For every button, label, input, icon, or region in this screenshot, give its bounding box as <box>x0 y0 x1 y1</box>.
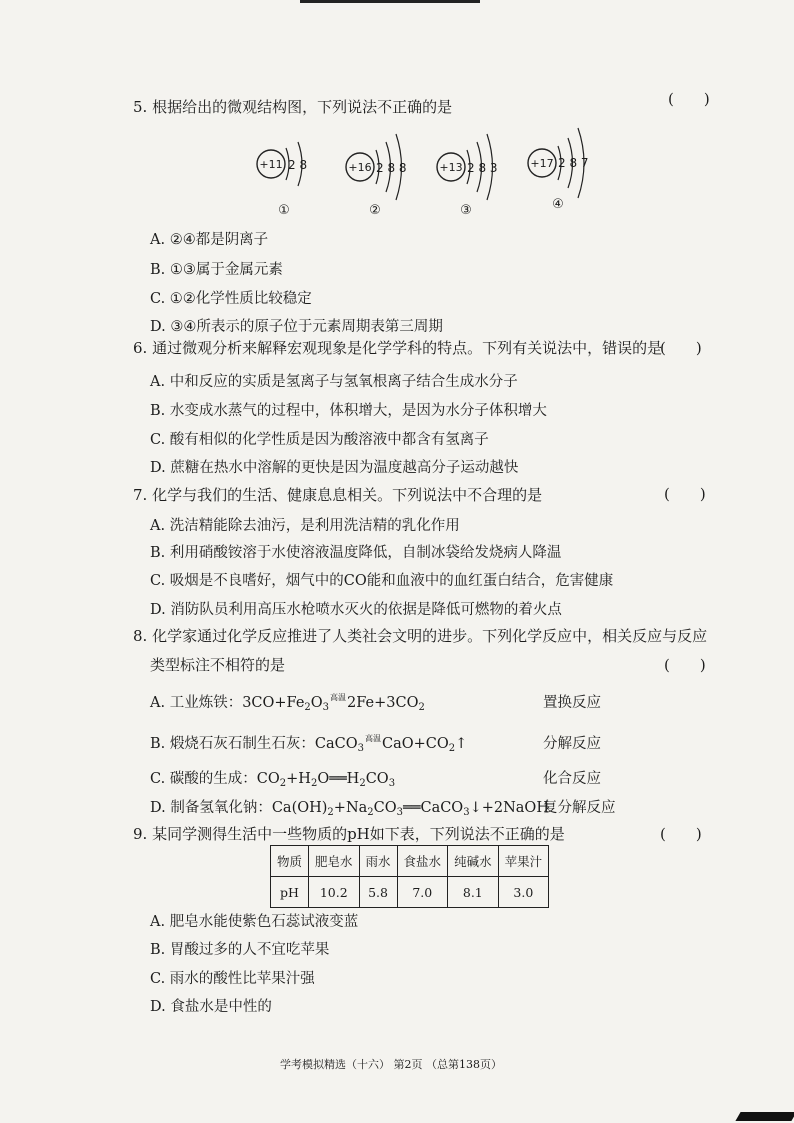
q8-answer-paren: ( ) <box>664 656 706 674</box>
q7-option-a: A. 洗洁精能除去油污，是利用洗洁精的乳化作用 <box>150 518 460 534</box>
q6-option-c: C. 酸有相似的化学性质是因为酸溶液中都含有氢离子 <box>150 432 489 448</box>
atom-diagram-4 <box>528 128 589 212</box>
q8-a-type: 置换反应 <box>543 695 601 711</box>
q8-a-condition: 高温 <box>330 693 347 702</box>
ph-table-cell: 5.8 <box>359 877 397 908</box>
ph-table-cell: 纯碱水 <box>448 846 499 877</box>
atom-4-shells: 2 8 7 <box>558 156 589 170</box>
atom-1-label: ① <box>278 203 290 218</box>
q8-stem-line1: 8. 化学家通过化学反应推进了人类社会文明的进步。下列化学反应中，相关反应与反应 <box>133 627 708 645</box>
q5-stem: 5. 根据给出的微观结构图，下列说法不正确的是 <box>133 98 453 116</box>
atom-2-shells: 2 8 8 <box>376 161 407 175</box>
q8-b-type: 分解反应 <box>543 736 601 752</box>
atom-diagram-2 <box>346 134 407 218</box>
q7-stem: 7. 化学与我们的生活、健康息息相关。下列说法中不合理的是 <box>133 486 543 504</box>
scan-mark-top <box>300 0 480 3</box>
q7-option-b: B. 利用硝酸铵溶于水使溶液温度降低，自制冰袋给发烧病人降温 <box>150 545 562 561</box>
q6-stem: 6. 通过微观分析来解释宏观现象是化学学科的特点。下列有关说法中，错误的是 <box>133 339 663 357</box>
q9-stem: 9. 某同学测得生活中一些物质的pH如下表，下列说法不正确的是 <box>133 825 565 843</box>
atom-diagram-3 <box>437 134 498 218</box>
q5-option-b: B. ①③属于金属元素 <box>150 262 283 278</box>
atom-1-shells: 2 8 <box>288 158 308 172</box>
ph-table-header-row <box>271 846 549 877</box>
atom-4-nucleus: +17 <box>530 157 554 170</box>
q8-option-b: B. 煅烧石灰石制生石灰：$CaCO_3^{高温}CaO+CO_2↑$ <box>150 734 468 754</box>
atom-3-nucleus: +13 <box>439 161 463 174</box>
q7-answer-paren: ( ) <box>664 485 706 503</box>
q6-option-b: B. 水变成水蒸气的过程中，体积增大，是因为水分子体积增大 <box>150 403 547 419</box>
ph-table <box>270 845 549 908</box>
q8-option-a: A. 工业炼铁：$3CO+Fe_2O_3^{高温}2Fe+3CO_2$ <box>150 693 425 713</box>
atom-2-label: ② <box>369 203 381 218</box>
atom-1-nucleus: +11 <box>259 158 283 171</box>
q9-option-d: D. 食盐水是中性的 <box>150 999 272 1015</box>
q5-option-a: A. ②④都是阴离子 <box>150 232 269 248</box>
scan-mark-bottom-right <box>735 1112 794 1121</box>
q9-option-a: A. 肥皂水能使紫色石蕊试液变蓝 <box>150 914 359 930</box>
q5-atom-diagrams <box>240 120 640 225</box>
q8-option-c: C. 碳酸的生成：$CO_2+H_2O══H_2CO_3$ <box>150 771 396 789</box>
q8-b-condition: 高温 <box>364 734 381 743</box>
q5-answer-paren: ( ) <box>668 90 710 108</box>
q5-option-c: C. ①②化学性质比较稳定 <box>150 291 312 307</box>
q7-option-d: D. 消防队员利用高压水枪喷水灭火的依据是降低可燃物的着火点 <box>150 602 562 618</box>
ph-table-cell: 10.2 <box>309 877 360 908</box>
page-footer: 学考模拟精选（十六） 第2页 （总第138页） <box>280 1058 502 1071</box>
q6-option-a: A. 中和反应的实质是氢离子与氢氧根离子结合生成水分子 <box>150 374 518 390</box>
ph-table-cell: 3.0 <box>498 877 549 908</box>
q5-option-d: D. ③④所表示的原子位于元素周期表第三周期 <box>150 319 443 335</box>
ph-table-cell: 雨水 <box>359 846 397 877</box>
q8-d-type: 复分解反应 <box>543 800 616 816</box>
q9-option-b: B. 胃酸过多的人不宜吃苹果 <box>150 942 330 958</box>
atom-4-label: ④ <box>552 197 564 212</box>
q7-option-c: C. 吸烟是不良嗜好，烟气中的CO能和血液中的血红蛋白结合，危害健康 <box>150 573 614 589</box>
ph-table-cell: 食盐水 <box>397 846 448 877</box>
q8-stem-line2: 类型标注不相符的是 <box>150 656 286 674</box>
ph-table-cell: 物质 <box>271 846 309 877</box>
q8-d-prefix: D. 制备氢氧化钠：Ca(OH) <box>150 800 328 816</box>
q8-c-type: 化合反应 <box>543 771 601 787</box>
q8-option-d: D. 制备氢氧化钠：$Ca(OH)_2+Na_2CO_3══CaCO_3↓+2NaOH$ <box>150 800 549 818</box>
q8-b-prefix: B. 煅烧石灰石制生石灰：CaCO <box>150 736 358 752</box>
atom-diagram-1 <box>257 142 307 218</box>
q9-option-c: C. 雨水的酸性比苹果汁强 <box>150 971 315 987</box>
atom-3-label: ③ <box>460 203 472 218</box>
ph-table-cell: 8.1 <box>448 877 499 908</box>
q9-answer-paren: ( ) <box>660 825 702 843</box>
ph-table-cell: pH <box>271 877 309 908</box>
ph-table-value-row <box>271 877 549 908</box>
ph-table-cell: 肥皂水 <box>309 846 360 877</box>
ph-table-cell: 7.0 <box>397 877 448 908</box>
atom-3-shells: 2 8 3 <box>467 161 498 175</box>
q6-answer-paren: ( ) <box>660 339 702 357</box>
q8-c-prefix: C. 碳酸的生成：CO <box>150 771 280 787</box>
q6-option-d: D. 蔗糖在热水中溶解的更快是因为温度越高分子运动越快 <box>150 460 519 476</box>
q8-a-prefix: A. 工业炼铁：3CO+Fe <box>150 695 305 711</box>
atom-2-nucleus: +16 <box>348 161 372 174</box>
ph-table-cell: 苹果汁 <box>498 846 549 877</box>
